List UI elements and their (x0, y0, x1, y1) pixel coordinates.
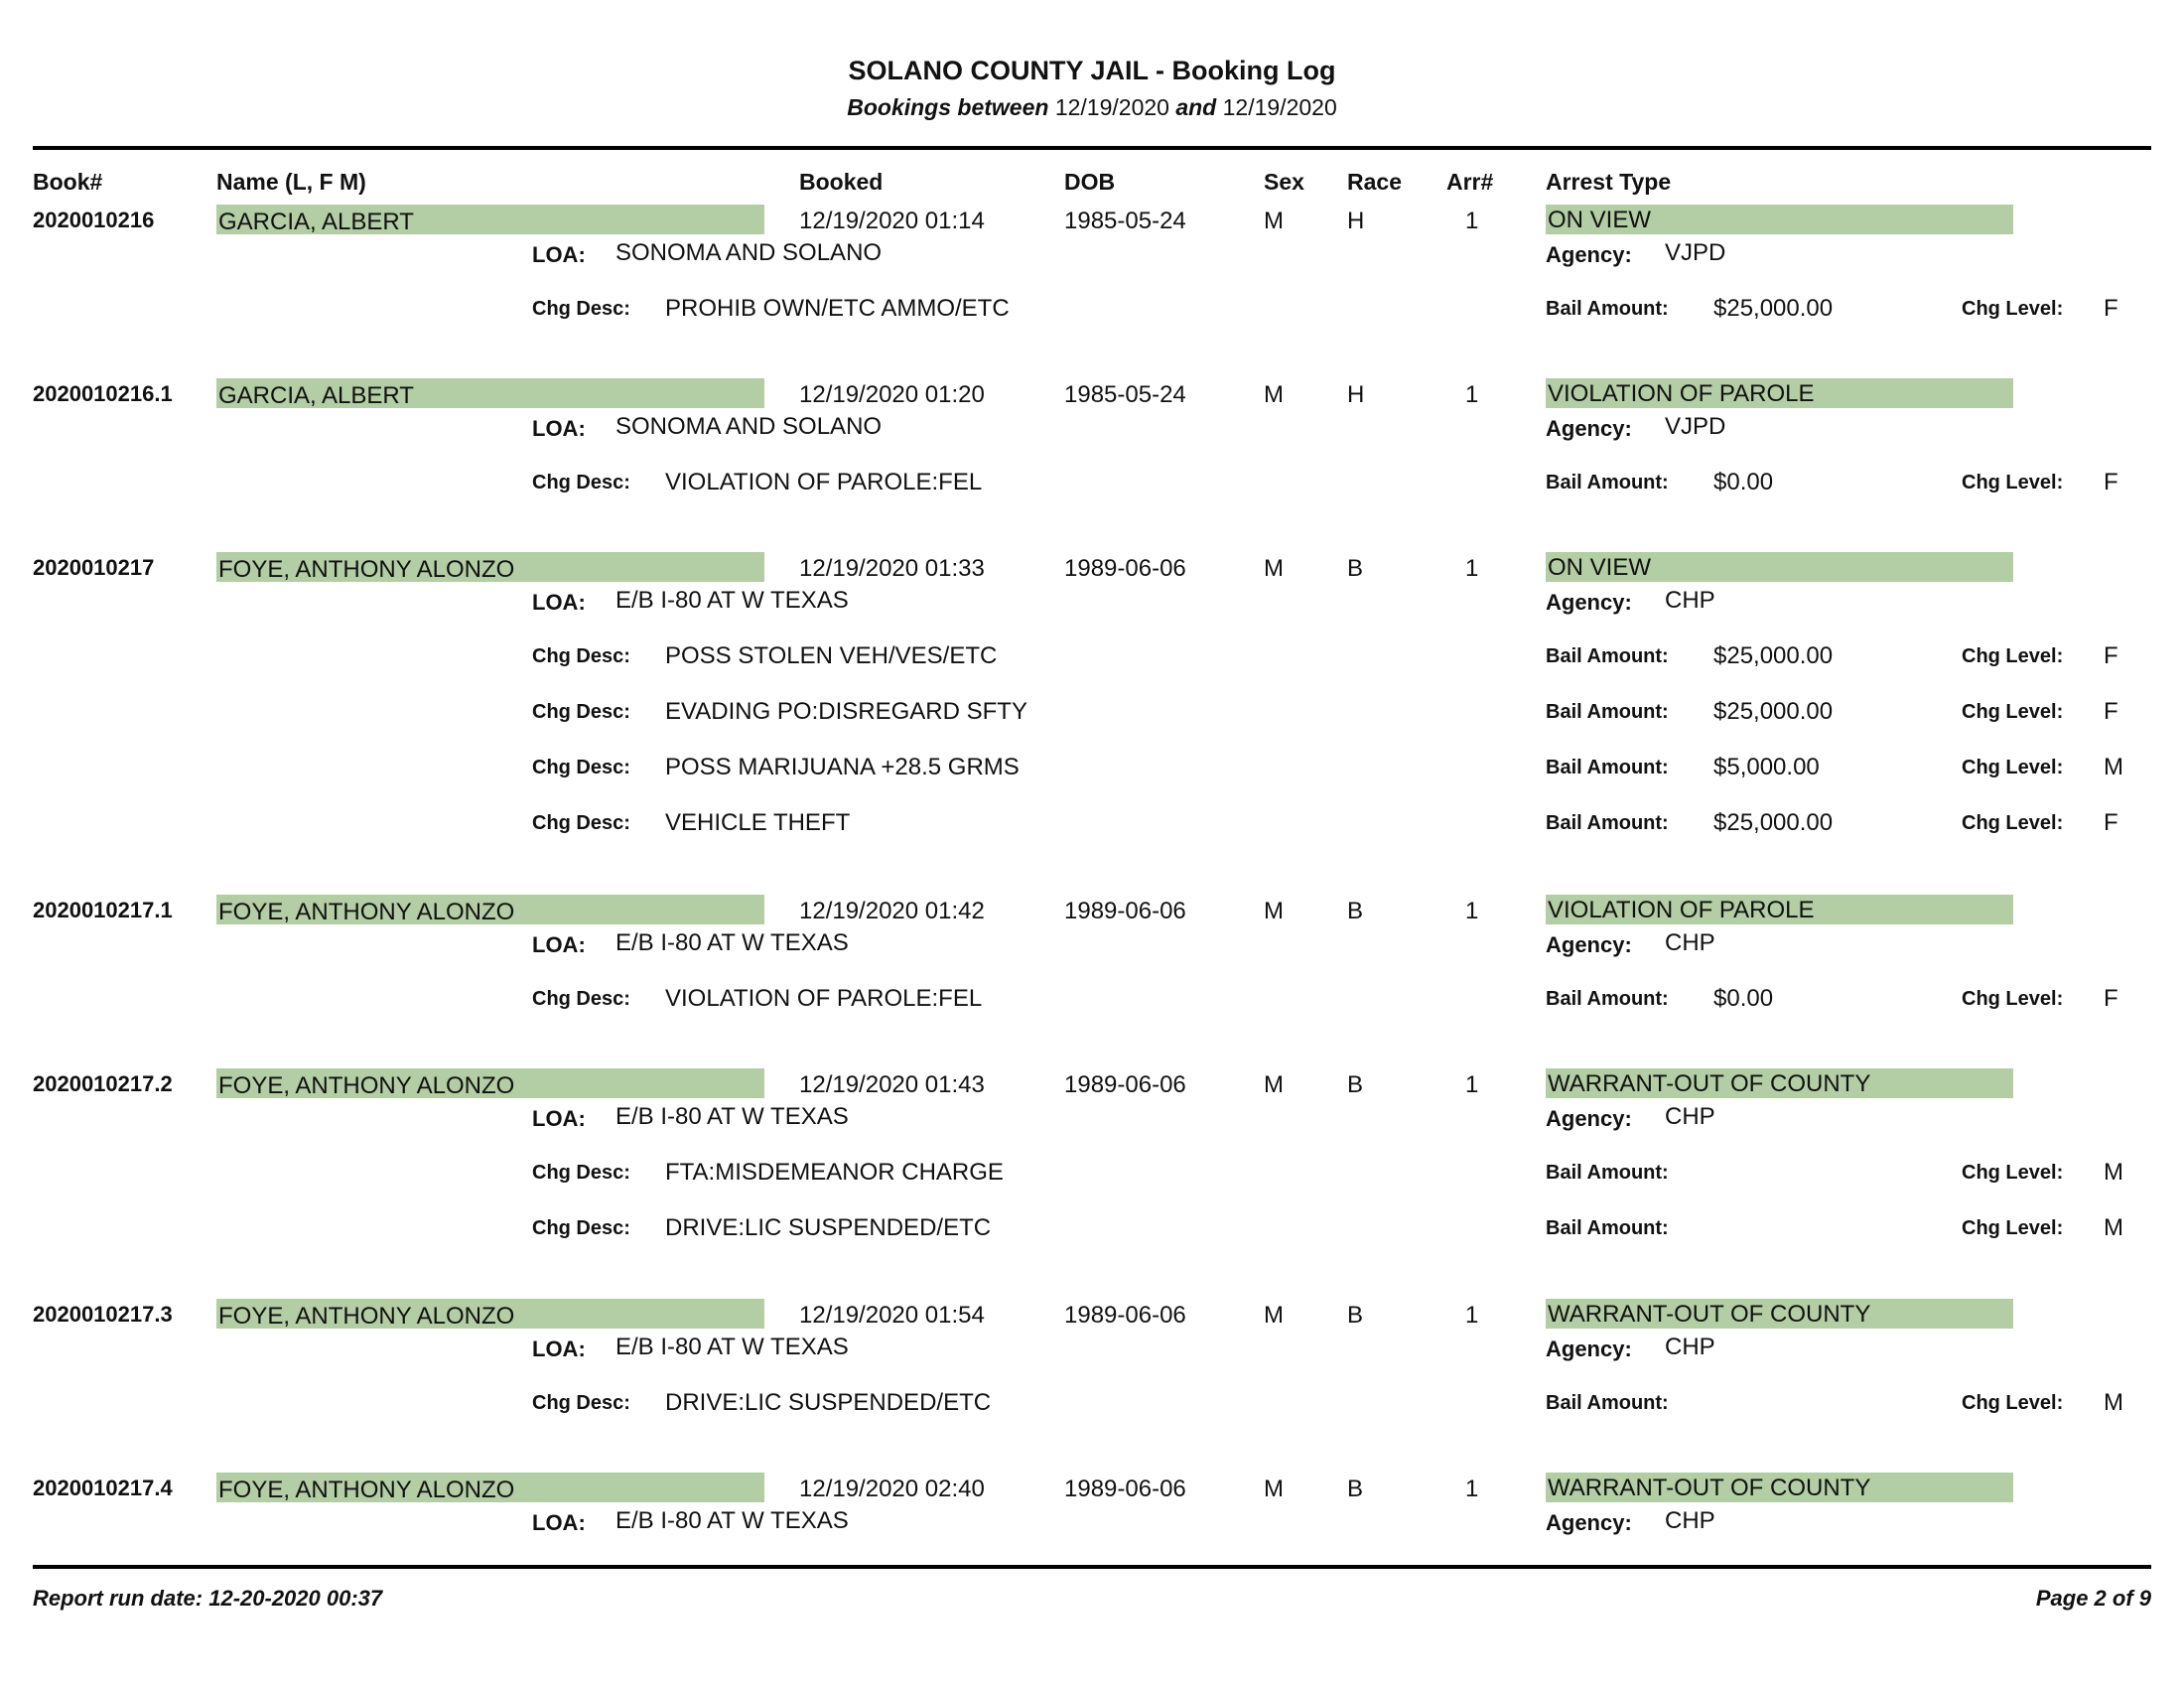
booked-datetime: 12/19/2020 01:20 (799, 381, 985, 408)
chg-level-label: Chg Level: (1962, 1392, 2064, 1414)
loa-value: E/B I-80 AT W TEXAS (615, 1103, 849, 1130)
col-header-book: Book# (33, 169, 103, 195)
loa-value: E/B I-80 AT W TEXAS (615, 587, 849, 614)
arrest-type: VIOLATION OF PAROLE (1546, 378, 2013, 408)
agency-value: CHP (1665, 1334, 1715, 1360)
date-of-birth: 1989-06-06 (1064, 898, 1186, 924)
bail-amount-label: Bail Amount: (1546, 1392, 1669, 1414)
chg-level-value: F (2104, 642, 2118, 669)
date-of-birth: 1985-05-24 (1064, 381, 1186, 408)
date-of-birth: 1985-05-24 (1064, 208, 1186, 234)
race: H (1347, 381, 1365, 408)
agency-label: Agency: (1546, 932, 1632, 957)
agency-value: VJPD (1665, 239, 1726, 266)
booked-datetime: 12/19/2020 01:14 (799, 208, 985, 234)
agency-value: CHP (1665, 587, 1715, 614)
arrest-type: WARRANT-OUT OF COUNTY (1546, 1299, 2013, 1329)
report-subtitle (0, 94, 2184, 121)
agency-value: CHP (1665, 1103, 1715, 1130)
chg-desc-label: Chg Desc: (532, 757, 630, 778)
subtitle-and: and (1175, 94, 1217, 120)
sex: M (1264, 898, 1284, 924)
date-of-birth: 1989-06-06 (1064, 1476, 1186, 1502)
bail-amount-value: $25,000.00 (1713, 809, 1834, 836)
chg-desc-value: POSS STOLEN VEH/VES/ETC (665, 642, 998, 669)
race: B (1347, 1071, 1364, 1098)
col-header-race: Race (1347, 169, 1402, 195)
race: H (1347, 208, 1365, 234)
sex: M (1264, 1071, 1284, 1098)
chg-desc-value: VIOLATION OF PAROLE:FEL (665, 985, 983, 1012)
arrest-number: 1 (1465, 1476, 1479, 1502)
book-number: 2020010216 (33, 208, 155, 232)
chg-level-label: Chg Level: (1962, 988, 2064, 1010)
booked-datetime: 12/19/2020 01:42 (799, 898, 985, 924)
loa-value: E/B I-80 AT W TEXAS (615, 1334, 849, 1360)
arrest-number: 1 (1465, 381, 1479, 408)
agency-value: CHP (1665, 1507, 1715, 1534)
chg-level-value: M (2104, 1159, 2123, 1186)
bail-amount-label: Bail Amount: (1546, 472, 1669, 493)
booked-datetime: 12/19/2020 01:43 (799, 1071, 985, 1098)
inmate-name: FOYE, ANTHONY ALONZO (216, 1068, 764, 1098)
loa-value: SONOMA AND SOLANO (615, 413, 883, 440)
bail-amount-value: $25,000.00 (1713, 642, 1834, 669)
page-number: Page 2 of 9 (2035, 1586, 2151, 1611)
chg-desc-value: EVADING PO:DISREGARD SFTY (665, 698, 1027, 725)
chg-desc-value: DRIVE:LIC SUSPENDED/ETC (665, 1214, 992, 1241)
bail-amount-value: $25,000.00 (1713, 698, 1834, 725)
chg-level-value: F (2104, 809, 2118, 836)
chg-level-value: M (2104, 1389, 2123, 1416)
inmate-name: FOYE, ANTHONY ALONZO (216, 1473, 764, 1502)
col-header-arrest-type: Arrest Type (1546, 169, 1672, 195)
inmate-name: FOYE, ANTHONY ALONZO (216, 1299, 764, 1329)
sex: M (1264, 1476, 1284, 1502)
col-header-booked: Booked (799, 169, 884, 195)
col-header-dob: DOB (1064, 169, 1116, 195)
subtitle-prefix: Bookings between (847, 94, 1049, 120)
loa-label: LOA: (532, 1336, 586, 1361)
chg-level-label: Chg Level: (1962, 298, 2064, 320)
chg-level-value: F (2104, 469, 2118, 495)
agency-label: Agency: (1546, 416, 1632, 441)
chg-level-label: Chg Level: (1962, 1162, 2064, 1184)
chg-desc-label: Chg Desc: (532, 1162, 630, 1184)
chg-desc-label: Chg Desc: (532, 472, 630, 493)
loa-value: E/B I-80 AT W TEXAS (615, 929, 849, 956)
chg-desc-label: Chg Desc: (532, 812, 630, 834)
book-number: 2020010217.3 (33, 1302, 173, 1327)
bail-amount-label: Bail Amount: (1546, 1217, 1669, 1239)
bail-amount-label: Bail Amount: (1546, 645, 1669, 667)
sex: M (1264, 1302, 1284, 1329)
arrest-number: 1 (1465, 555, 1479, 582)
date-from: 12/19/2020 (1054, 94, 1169, 120)
report-title: SOLANO COUNTY JAIL - Booking Log (848, 56, 1336, 85)
agency-label: Agency: (1546, 1510, 1632, 1535)
bail-amount-value: $25,000.00 (1713, 295, 1834, 322)
arrest-type: ON VIEW (1546, 552, 2013, 582)
bail-amount-label: Bail Amount: (1546, 812, 1669, 834)
loa-label: LOA: (532, 932, 586, 957)
chg-desc-value: VEHICLE THEFT (665, 809, 851, 836)
chg-desc-label: Chg Desc: (532, 1392, 630, 1414)
book-number: 2020010216.1 (33, 381, 173, 406)
loa-label: LOA: (532, 1510, 586, 1535)
agency-value: CHP (1665, 929, 1715, 956)
inmate-name: FOYE, ANTHONY ALONZO (216, 552, 764, 582)
loa-value: SONOMA AND SOLANO (615, 239, 883, 266)
chg-desc-value: PROHIB OWN/ETC AMMO/ETC (665, 295, 1010, 322)
arrest-type: ON VIEW (1546, 205, 2013, 234)
arrest-number: 1 (1465, 1071, 1479, 1098)
race: B (1347, 555, 1364, 582)
chg-desc-value: VIOLATION OF PAROLE:FEL (665, 469, 983, 495)
chg-desc-label: Chg Desc: (532, 1217, 630, 1239)
header-rule (33, 146, 2151, 150)
date-of-birth: 1989-06-06 (1064, 1071, 1186, 1098)
bail-amount-label: Bail Amount: (1546, 1162, 1669, 1184)
book-number: 2020010217.4 (33, 1476, 173, 1500)
chg-desc-label: Chg Desc: (532, 988, 630, 1010)
race: B (1347, 1476, 1364, 1502)
loa-value: E/B I-80 AT W TEXAS (615, 1507, 849, 1534)
arrest-type: VIOLATION OF PAROLE (1546, 895, 2013, 924)
arrest-number: 1 (1465, 898, 1479, 924)
agency-label: Agency: (1546, 242, 1632, 267)
loa-label: LOA: (532, 590, 586, 615)
chg-level-value: M (2104, 754, 2123, 780)
loa-label: LOA: (532, 1106, 586, 1131)
chg-level-value: M (2104, 1214, 2123, 1241)
bail-amount-value: $0.00 (1713, 985, 1774, 1012)
bail-amount-label: Bail Amount: (1546, 701, 1669, 723)
booked-datetime: 12/19/2020 01:54 (799, 1302, 985, 1329)
agency-label: Agency: (1546, 1336, 1632, 1361)
race: B (1347, 898, 1364, 924)
report-run-date: Report run date: 12-20-2020 00:37 (33, 1586, 383, 1611)
footer-rule (33, 1565, 2151, 1569)
col-header-sex: Sex (1264, 169, 1304, 195)
chg-desc-label: Chg Desc: (532, 298, 630, 320)
book-number: 2020010217.1 (33, 898, 173, 922)
chg-desc-value: FTA:MISDEMEANOR CHARGE (665, 1159, 1004, 1186)
col-header-arr: Arr# (1446, 169, 1494, 195)
loa-label: LOA: (532, 416, 586, 441)
booked-datetime: 12/19/2020 02:40 (799, 1476, 985, 1502)
arrest-type: WARRANT-OUT OF COUNTY (1546, 1068, 2013, 1098)
agency-label: Agency: (1546, 590, 1632, 615)
inmate-name: GARCIA, ALBERT (216, 205, 764, 234)
chg-level-label: Chg Level: (1962, 757, 2064, 778)
chg-level-label: Chg Level: (1962, 472, 2064, 493)
agency-label: Agency: (1546, 1106, 1632, 1131)
date-of-birth: 1989-06-06 (1064, 1302, 1186, 1329)
book-number: 2020010217.2 (33, 1071, 173, 1096)
date-to: 12/19/2020 (1222, 94, 1337, 120)
booked-datetime: 12/19/2020 01:33 (799, 555, 985, 582)
chg-desc-value: DRIVE:LIC SUSPENDED/ETC (665, 1389, 992, 1416)
date-of-birth: 1989-06-06 (1064, 555, 1186, 582)
sex: M (1264, 208, 1284, 234)
bail-amount-label: Bail Amount: (1546, 298, 1669, 320)
loa-label: LOA: (532, 242, 586, 267)
inmate-name: FOYE, ANTHONY ALONZO (216, 895, 764, 924)
chg-level-value: F (2104, 985, 2118, 1012)
bail-amount-value: $0.00 (1713, 469, 1774, 495)
bail-amount-value: $5,000.00 (1713, 754, 1820, 780)
col-header-name: Name (L, F M) (216, 169, 366, 195)
arrest-number: 1 (1465, 1302, 1479, 1329)
agency-value: VJPD (1665, 413, 1726, 440)
race: B (1347, 1302, 1364, 1329)
sex: M (1264, 381, 1284, 408)
chg-desc-value: POSS MARIJUANA +28.5 GRMS (665, 754, 1020, 780)
inmate-name: GARCIA, ALBERT (216, 378, 764, 408)
chg-level-label: Chg Level: (1962, 812, 2064, 834)
chg-desc-label: Chg Desc: (532, 701, 630, 723)
bail-amount-label: Bail Amount: (1546, 757, 1669, 778)
chg-level-label: Chg Level: (1962, 1217, 2064, 1239)
bail-amount-label: Bail Amount: (1546, 988, 1669, 1010)
chg-level-value: F (2104, 295, 2118, 322)
arrest-number: 1 (1465, 208, 1479, 234)
chg-desc-label: Chg Desc: (532, 645, 630, 667)
chg-level-label: Chg Level: (1962, 701, 2064, 723)
chg-level-value: F (2104, 698, 2118, 725)
chg-level-label: Chg Level: (1962, 645, 2064, 667)
arrest-type: WARRANT-OUT OF COUNTY (1546, 1473, 2013, 1502)
sex: M (1264, 555, 1284, 582)
book-number: 2020010217 (33, 555, 155, 580)
